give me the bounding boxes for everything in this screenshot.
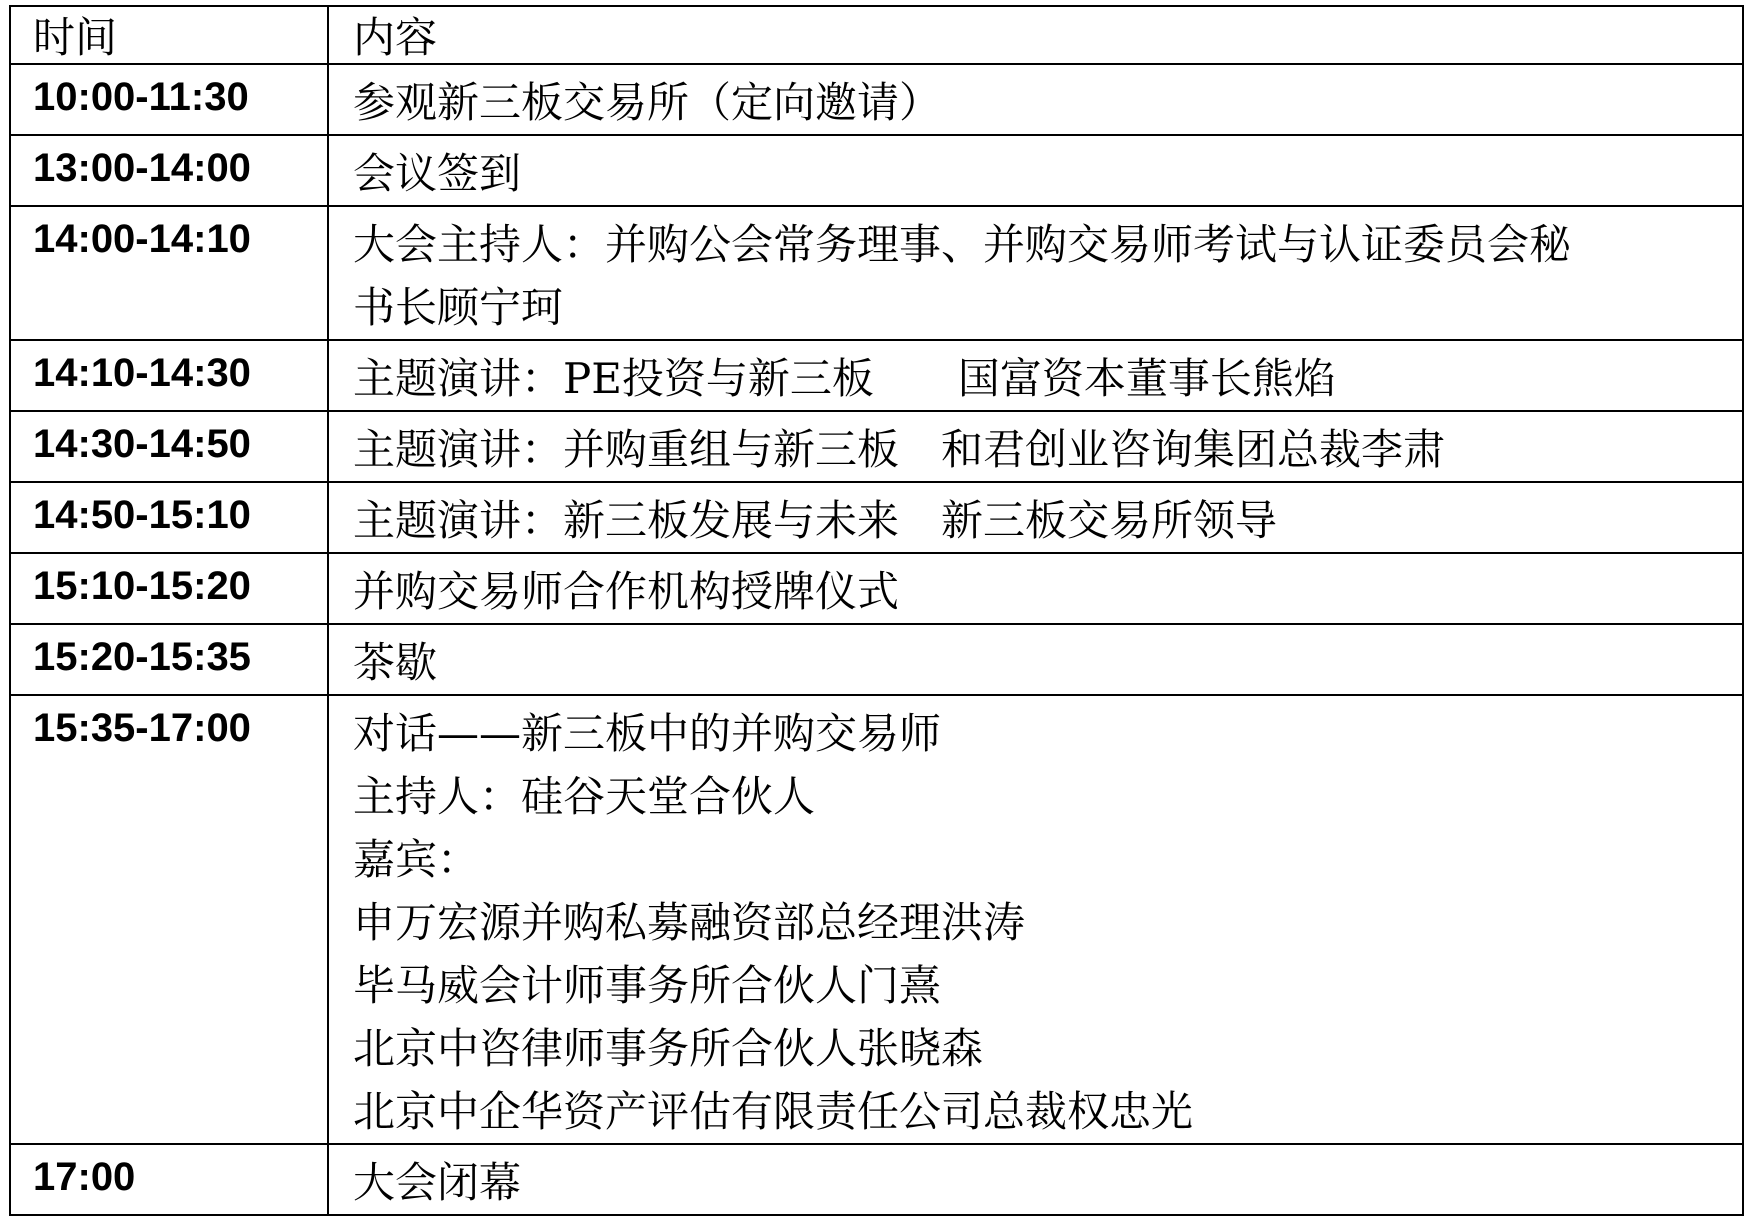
content-line: 嘉宾： (353, 835, 480, 884)
content-cell (328, 695, 1743, 1144)
content-line: 主题演讲：新三板发展与未来 新三板交易所领导 (353, 496, 1278, 545)
content-cell (328, 135, 1743, 206)
content-cell (328, 411, 1743, 482)
table-row (10, 624, 1743, 695)
table-row (10, 206, 1743, 340)
table-row (10, 340, 1743, 411)
content-line: 参观新三板交易所（定向邀请） (353, 78, 942, 127)
content-line: 北京中咨律师事务所合伙人张晓森 (353, 1024, 984, 1073)
table-row (10, 135, 1743, 206)
content-line: 茶歇 (353, 638, 438, 687)
table-row (10, 482, 1743, 553)
content-line: 主持人：硅谷天堂合伙人 (353, 772, 816, 821)
time-cell: 14:50-15:10 (10, 482, 328, 553)
time-header: 时间 (10, 6, 328, 64)
time-cell: 17:00 (10, 1144, 328, 1215)
time-cell: 15:35-17:00 (10, 695, 328, 1144)
content-line: 主题演讲：PE投资与新三板 国富资本董事长熊焰 (353, 354, 1336, 403)
time-cell: 14:10-14:30 (10, 340, 328, 411)
table-row (10, 553, 1743, 624)
content-line: 对话——新三板中的并购交易师 (353, 709, 942, 758)
time-cell: 14:30-14:50 (10, 411, 328, 482)
content-line: 北京中企华资产评估有限责任公司总裁权忠光 (353, 1087, 1194, 1136)
content-line: 申万宏源并购私募融资部总经理洪涛 (353, 898, 1026, 947)
table-row (10, 695, 1743, 1144)
header-row (10, 6, 1743, 64)
content-cell (328, 1144, 1743, 1215)
time-cell: 15:10-15:20 (10, 553, 328, 624)
content-header: 内容 (328, 6, 1743, 64)
content-line: 书长顾宁珂 (353, 283, 564, 332)
content-cell (328, 482, 1743, 553)
content-line: 大会闭幕 (353, 1158, 522, 1207)
content-cell (328, 553, 1743, 624)
content-line: 大会主持人：并购公会常务理事、并购交易师考试与认证委员会秘 (353, 220, 1572, 269)
content-cell (328, 340, 1743, 411)
content-cell (328, 206, 1743, 340)
content-line: 会议签到 (353, 149, 522, 198)
time-cell: 15:20-15:35 (10, 624, 328, 695)
table-row (10, 411, 1743, 482)
content-line: 并购交易师合作机构授牌仪式 (353, 567, 900, 616)
time-cell: 14:00-14:10 (10, 206, 328, 340)
content-line: 主题演讲：并购重组与新三板 和君创业咨询集团总裁李肃 (353, 425, 1446, 474)
content-cell (328, 624, 1743, 695)
time-cell: 10:00-11:30 (10, 64, 328, 135)
table-row (10, 1144, 1743, 1215)
content-cell (328, 64, 1743, 135)
time-cell: 13:00-14:00 (10, 135, 328, 206)
table-row (10, 64, 1743, 135)
schedule-table (9, 5, 1744, 1216)
content-line: 毕马威会计师事务所合伙人门熹 (353, 961, 942, 1010)
